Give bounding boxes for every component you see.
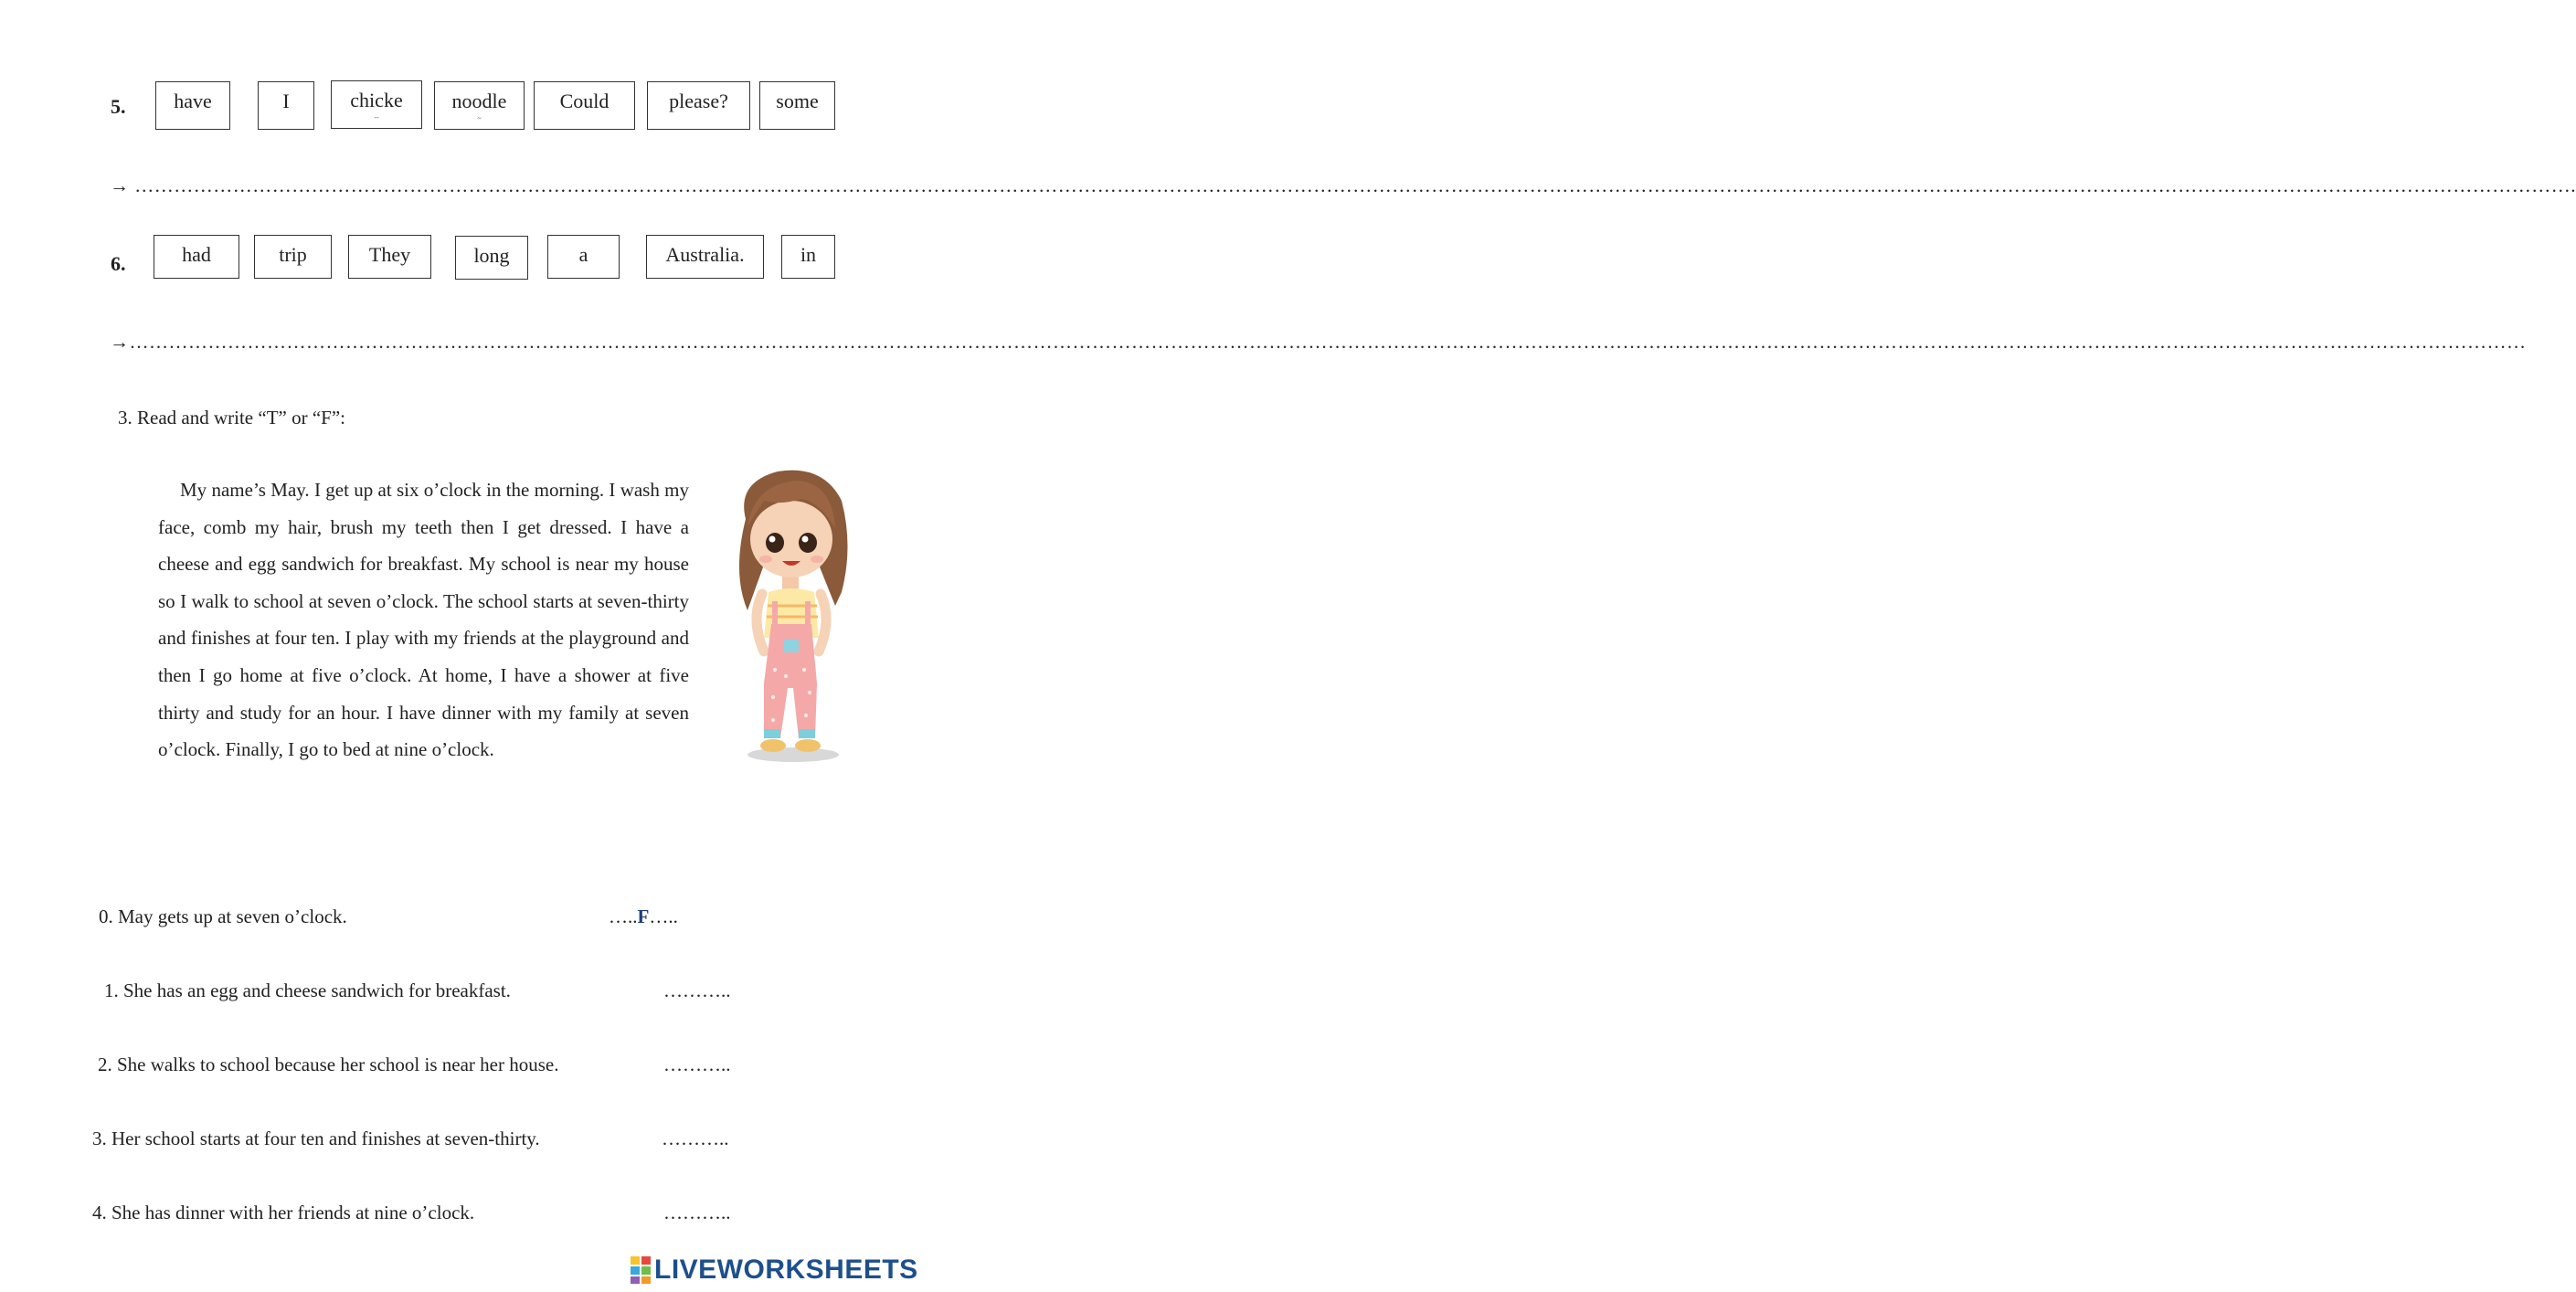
word-box[interactable]: [434, 81, 525, 130]
word-subscript: ~: [477, 114, 482, 122]
word-text: Could: [559, 90, 610, 112]
question-5-number: 5.: [111, 95, 126, 118]
word-text: please?: [669, 90, 728, 112]
question-6-number: 6.: [111, 252, 126, 275]
answer-dots: …..: [649, 905, 678, 927]
word-text: some: [776, 90, 819, 112]
word-text: trip: [279, 243, 307, 266]
word-box[interactable]: [154, 235, 239, 279]
word-box[interactable]: [646, 235, 764, 279]
word-box[interactable]: [534, 81, 635, 130]
word-box[interactable]: [254, 235, 332, 279]
word-text: noodle: [451, 90, 507, 112]
word-text: chicke: [350, 89, 403, 111]
word-box[interactable]: [258, 81, 314, 130]
answer-0: [609, 905, 678, 928]
reading-passage: My name’s May. I get up at six o’clock in the morning. I wash my face, comb my hair, brush my teeth then I get dressed. I have a cheese and egg sandwich for breakfast. My school is near my house so I walk to school at seven o’clock. The school starts at seven-thirty and finishes at four ten. I play with my friends at the playground and then I go home at five o’clock. At home, I have a shower at five thirty and study for an hour. I have dinner with my family at seven o’clock. Finally, I go to bed at nine o’clock.: [158, 479, 689, 761]
word-text: I: [282, 90, 290, 112]
statement-2: 2. She walks to school because her school is near her house.: [98, 1054, 559, 1075]
word-box[interactable]: [155, 81, 230, 130]
word-box[interactable]: [455, 236, 528, 280]
word-box[interactable]: [759, 81, 835, 130]
answer-1[interactable]: ………..: [663, 980, 731, 1001]
statement-4: 4. She has dinner with her friends at nine o’clock.: [92, 1202, 475, 1223]
word-text: a: [578, 243, 588, 266]
word-box[interactable]: [781, 235, 835, 279]
girl-illustration: [727, 464, 846, 766]
word-text: long: [473, 244, 510, 267]
answer-4[interactable]: ………..: [663, 1202, 731, 1223]
word-subscript: --: [374, 113, 379, 122]
answer-2[interactable]: ………..: [663, 1054, 731, 1075]
logo-text: LIVEWORKSHEETS: [654, 1255, 918, 1285]
section-3-title: 3. Read and write “T” or “F”:: [118, 407, 345, 429]
answer-line-5[interactable]: → ………………………………………………………………………………………………………………………………………………………………………………………………………………………………………………………………………………………………………………………………………….: [110, 175, 2576, 196]
statement-1: 1. She has an egg and cheese sandwich for breakfast.: [104, 980, 511, 1001]
liveworksheets-logo: [631, 1254, 918, 1287]
statement-3: 3. Her school starts at four ten and finishes at seven-thirty.: [92, 1128, 540, 1149]
answer-3[interactable]: ………..: [662, 1128, 729, 1149]
word-text: They: [368, 243, 411, 266]
word-text: Australia.: [665, 243, 745, 266]
answer-line-6[interactable]: →……………………………………………………………………………………………………………………………………………………………………………………………………………………………………………………………………………………………………………………………………: [110, 331, 2527, 353]
word-text: had: [182, 243, 211, 266]
liveworksheets-logo-icon: [631, 1256, 652, 1284]
word-box[interactable]: [547, 235, 620, 279]
answer-mark: F: [637, 905, 650, 927]
word-text: in: [800, 243, 817, 266]
answer-dots: …..: [609, 905, 638, 927]
word-box[interactable]: [331, 80, 422, 129]
word-text: have: [174, 90, 212, 112]
word-box[interactable]: [647, 81, 750, 130]
word-box[interactable]: [348, 235, 431, 279]
statement-0: 0. May gets up at seven o’clock.: [99, 905, 347, 927]
